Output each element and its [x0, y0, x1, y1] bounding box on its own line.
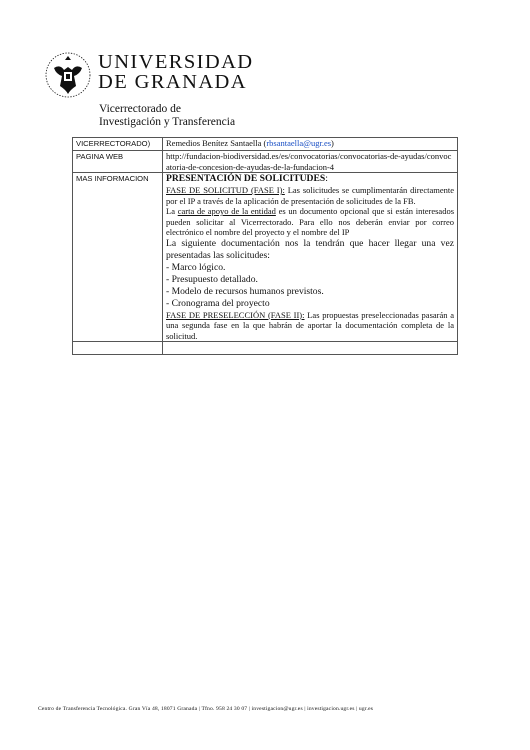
footer-contact: Centro de Transferencia Tecnológica. Gran Vía 48, 18071 Granada | Tfno. 958 24 30 07 | investigacion@ugr.es | investigacion.ugr.es | ugr.es — [38, 706, 374, 712]
row-label-contact: VICERRECTORADO) — [73, 138, 163, 151]
row-label-website: PAGINA WEB — [73, 151, 163, 173]
list-item: - Marco lógico. — [166, 261, 226, 273]
email-open-paren: ( — [263, 138, 267, 148]
support-letter-link: carta de apoyo de la entidad — [177, 206, 276, 216]
table-row-more-info — [73, 173, 458, 342]
list-item: - Modelo de recursos humanos previstos. — [166, 285, 324, 297]
phase2-paragraph — [166, 310, 454, 342]
table-row-website — [73, 151, 458, 173]
email-close-paren: ) — [331, 138, 334, 148]
docs-intro: La siguiente documentación nos la tendrán que hacer llegar una vez presentadas las solicitudes: — [166, 237, 454, 261]
department-heading — [99, 103, 235, 129]
list-item: - Cronograma del proyecto — [166, 297, 270, 309]
university-logo — [38, 44, 254, 104]
department-line2: Investigación y Transferencia — [99, 116, 236, 128]
university-name-line2: DE GRANADA — [98, 71, 247, 93]
docs-list — [166, 262, 454, 310]
letter-prefix: La — [166, 206, 178, 216]
contact-cell — [163, 138, 458, 151]
submission-heading — [166, 173, 454, 185]
phase1-text: Las solicitudes se cumplimentarán directamente por el IP a través de la aplicación de presentación de solicitudes de la FB. — [166, 185, 454, 206]
table-row-empty — [73, 342, 458, 355]
more-info-cell — [163, 173, 458, 342]
department-line1: Vicerrectorado de — [99, 103, 181, 115]
submission-heading-text: PRESENTACIÓN DE SOLICITUDES — [166, 173, 326, 184]
contact-name: Remedios Benítez Santaella — [166, 138, 262, 148]
phase2-label: FASE DE PRESELECCIÓN (FASE II): — [166, 309, 305, 320]
phase1-label: FASE DE SOLICITUD (FASE I): — [166, 185, 285, 195]
empty-label-cell — [73, 342, 163, 355]
phase2-text: Las propuestas preseleccionadas pasarán a una segunda fase en la que habrán de aportar la documentación completa de la solicitud. — [166, 309, 454, 341]
row-label-more-info: MAS INFORMACION — [73, 173, 163, 342]
empty-value-cell — [163, 342, 458, 355]
list-item: - Presupuesto detallado. — [166, 273, 258, 285]
university-name-line1: UNIVERSIDAD — [98, 51, 254, 73]
letter-text: es un documento opcional que si están interesados pueden solicitar al Vicerrectorado. Para ello nos deberán enviar por correo electrónico el nombre del proyecto y el nombre del IP — [166, 206, 454, 237]
university-seal-icon — [44, 48, 92, 100]
website-url-link[interactable]: http://fundacion-biodiversidad.es/es/convocatorias/convocatorias-de-ayudas/convocatoria-de-concesion-de-ayudas-de-la-fundacion-4 — [163, 151, 458, 173]
submission-heading-colon: : — [325, 173, 328, 184]
table-row-contact — [73, 138, 458, 151]
phase1-paragraph — [166, 185, 454, 206]
support-letter-paragraph — [166, 206, 454, 238]
contact-email-link[interactable]: rbsantaella@ugr.es — [266, 138, 332, 148]
info-table — [72, 137, 458, 355]
